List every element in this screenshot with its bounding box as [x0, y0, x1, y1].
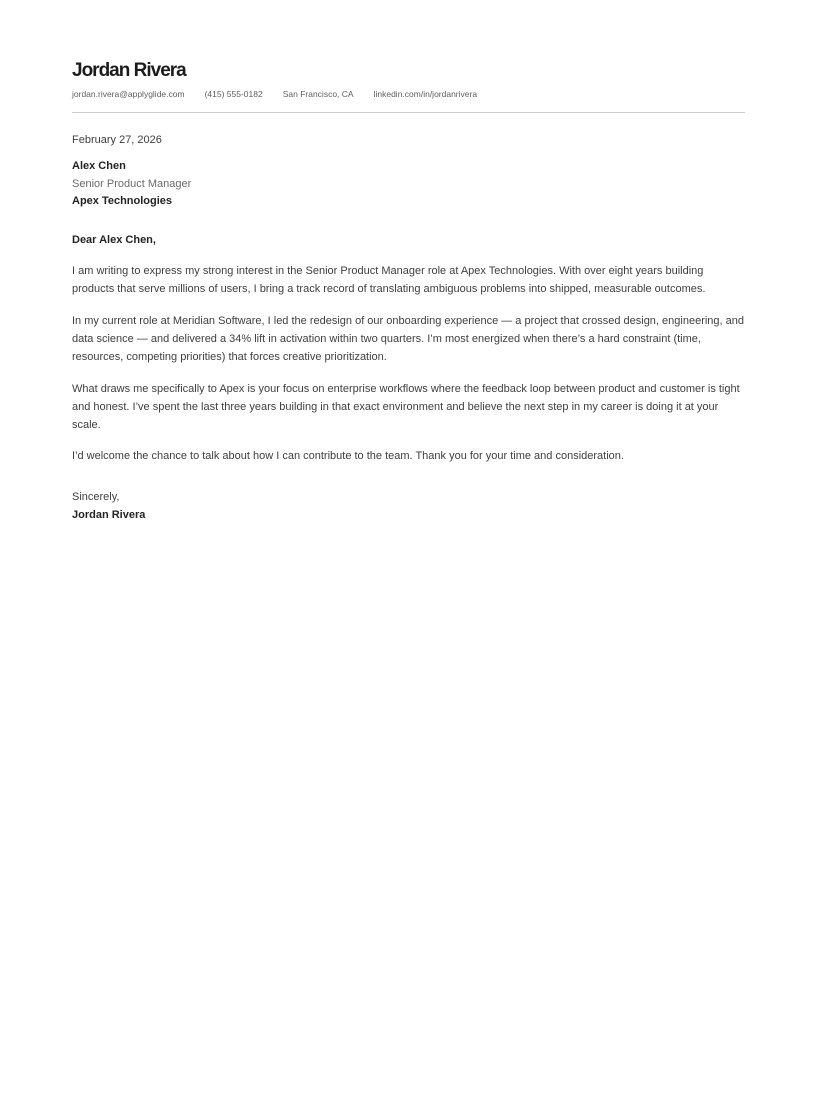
- closing: Sincerely,: [72, 490, 120, 503]
- signature-block: [72, 488, 745, 524]
- contact-location: San Francisco, CA: [282, 89, 354, 99]
- contact-linkedin: linkedin.com/in/jordanrivera: [373, 89, 478, 99]
- paragraph-why-apex: What draws me specifically to Apex is your focus on enterprise workflows where the feedback loop between product and customer is tight and honest. I’ve spent the last three years building in that exact environment and believe the next step in my career is doing it at your scale.: [72, 382, 740, 432]
- recipient-company: Apex Technologies: [72, 195, 173, 208]
- recipient-title: Senior Product Manager: [72, 177, 192, 190]
- header-divider: [72, 112, 745, 113]
- contact-email: jordan.rivera@applyglide.com: [72, 89, 185, 99]
- contact-row: [72, 88, 745, 100]
- paragraph-close: I’d welcome the chance to talk about how I can contribute to the team. Thank you for your time and consideration.: [72, 450, 624, 463]
- paragraph-current-role: In my current role at Meridian Software, I led the redesign of our onboarding experience — a project that crossed design, engineering, and data science — and delivered a 34% lift in activation within two quarters. I’m most energized when there’s a hard constraint (time, resources, competing priorities) that forces creative prioritization.: [72, 314, 744, 364]
- letter-header: [72, 59, 745, 113]
- sender-name: Jordan Rivera: [72, 60, 186, 81]
- salutation: Dear Alex Chen,: [72, 234, 156, 247]
- signature-name: Jordan Rivera: [72, 508, 146, 521]
- contact-phone: (415) 555-0182: [204, 89, 263, 99]
- paragraph-intro: I am writing to express my strong interest in the Senior Product Manager role at Apex Technologies. With over eight years building products that serve millions of users, I bring a track record of translating ambiguous problems into shipped, measurable outcomes.: [72, 265, 706, 296]
- letter-date: February 27, 2026: [72, 134, 162, 146]
- recipient-block: [72, 158, 745, 211]
- recipient-name: Alex Chen: [72, 160, 126, 172]
- letter-body: [72, 131, 745, 524]
